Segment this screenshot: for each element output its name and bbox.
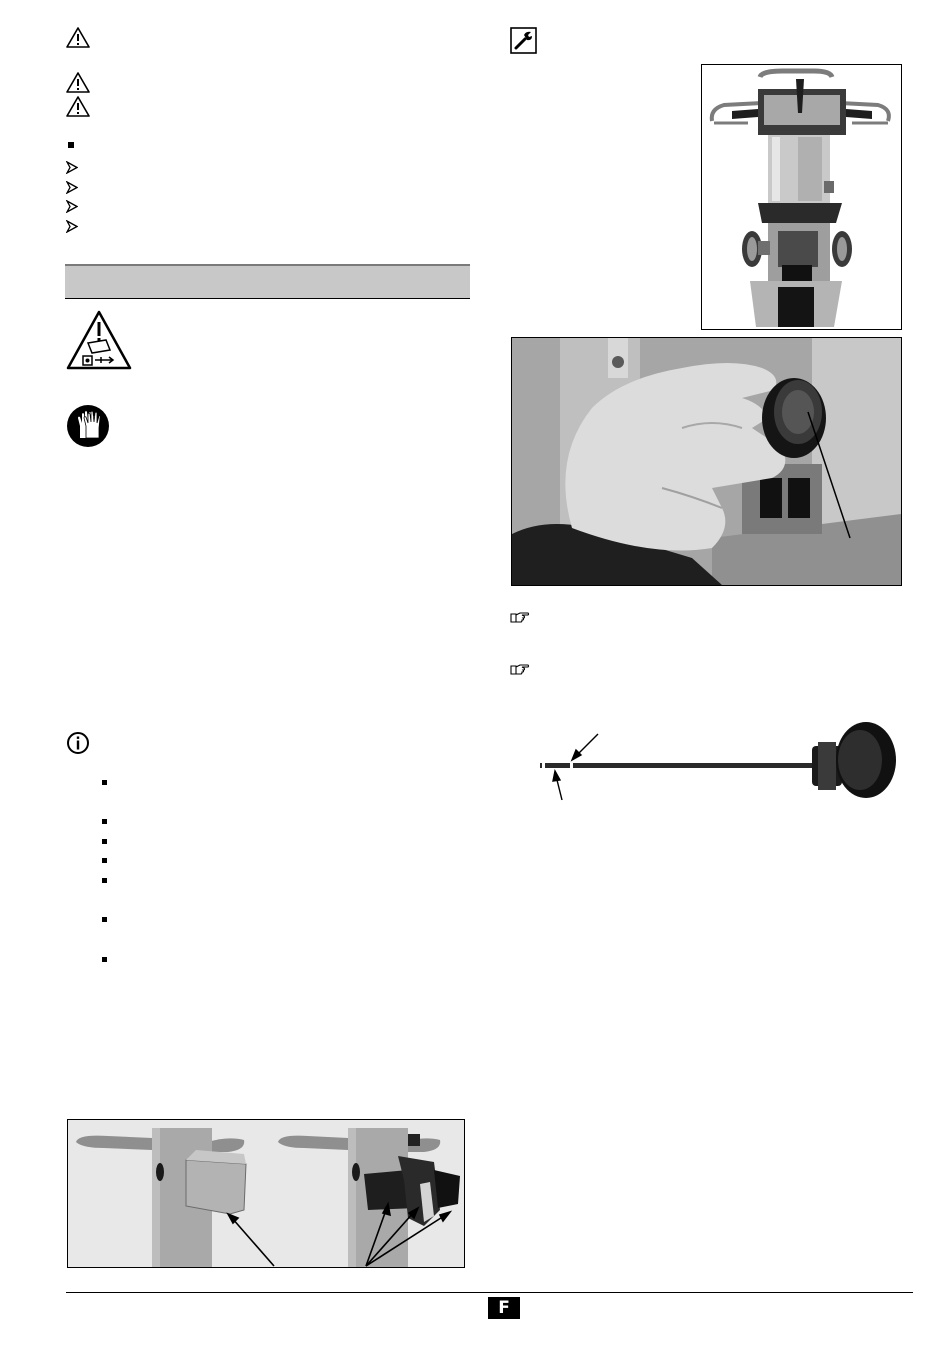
arrowhead-bullet-icon [66, 200, 78, 213]
wear-gloves-icon [66, 404, 110, 448]
wrench-icon [510, 27, 537, 54]
unplug-before-maintenance-icon [66, 310, 132, 370]
warning-triangle-icon [66, 27, 90, 48]
arrowhead-bullet-icon [66, 220, 78, 233]
wedge-extension-photo [67, 1119, 465, 1268]
section-heading-bar [65, 264, 470, 299]
square-bullet-icon [102, 878, 107, 883]
square-bullet-icon [102, 819, 107, 824]
square-bullet-icon [68, 142, 74, 148]
log-splitter-photo [701, 64, 902, 330]
oil-cap-photo [511, 337, 902, 586]
square-bullet-icon [102, 780, 107, 785]
dipstick-image [536, 716, 901, 806]
square-bullet-icon [102, 839, 107, 844]
arrowhead-bullet-icon [66, 161, 78, 174]
square-bullet-icon [102, 917, 107, 922]
square-bullet-icon [102, 858, 107, 863]
pointing-hand-icon [510, 610, 530, 624]
info-icon [66, 731, 90, 755]
warning-triangle-icon [66, 96, 90, 117]
arrowhead-bullet-icon [66, 181, 78, 194]
square-bullet-icon [102, 957, 107, 962]
footer-rule [66, 1292, 913, 1293]
pointing-hand-icon [510, 662, 530, 676]
language-badge: F [488, 1297, 520, 1319]
warning-triangle-icon [66, 72, 90, 93]
